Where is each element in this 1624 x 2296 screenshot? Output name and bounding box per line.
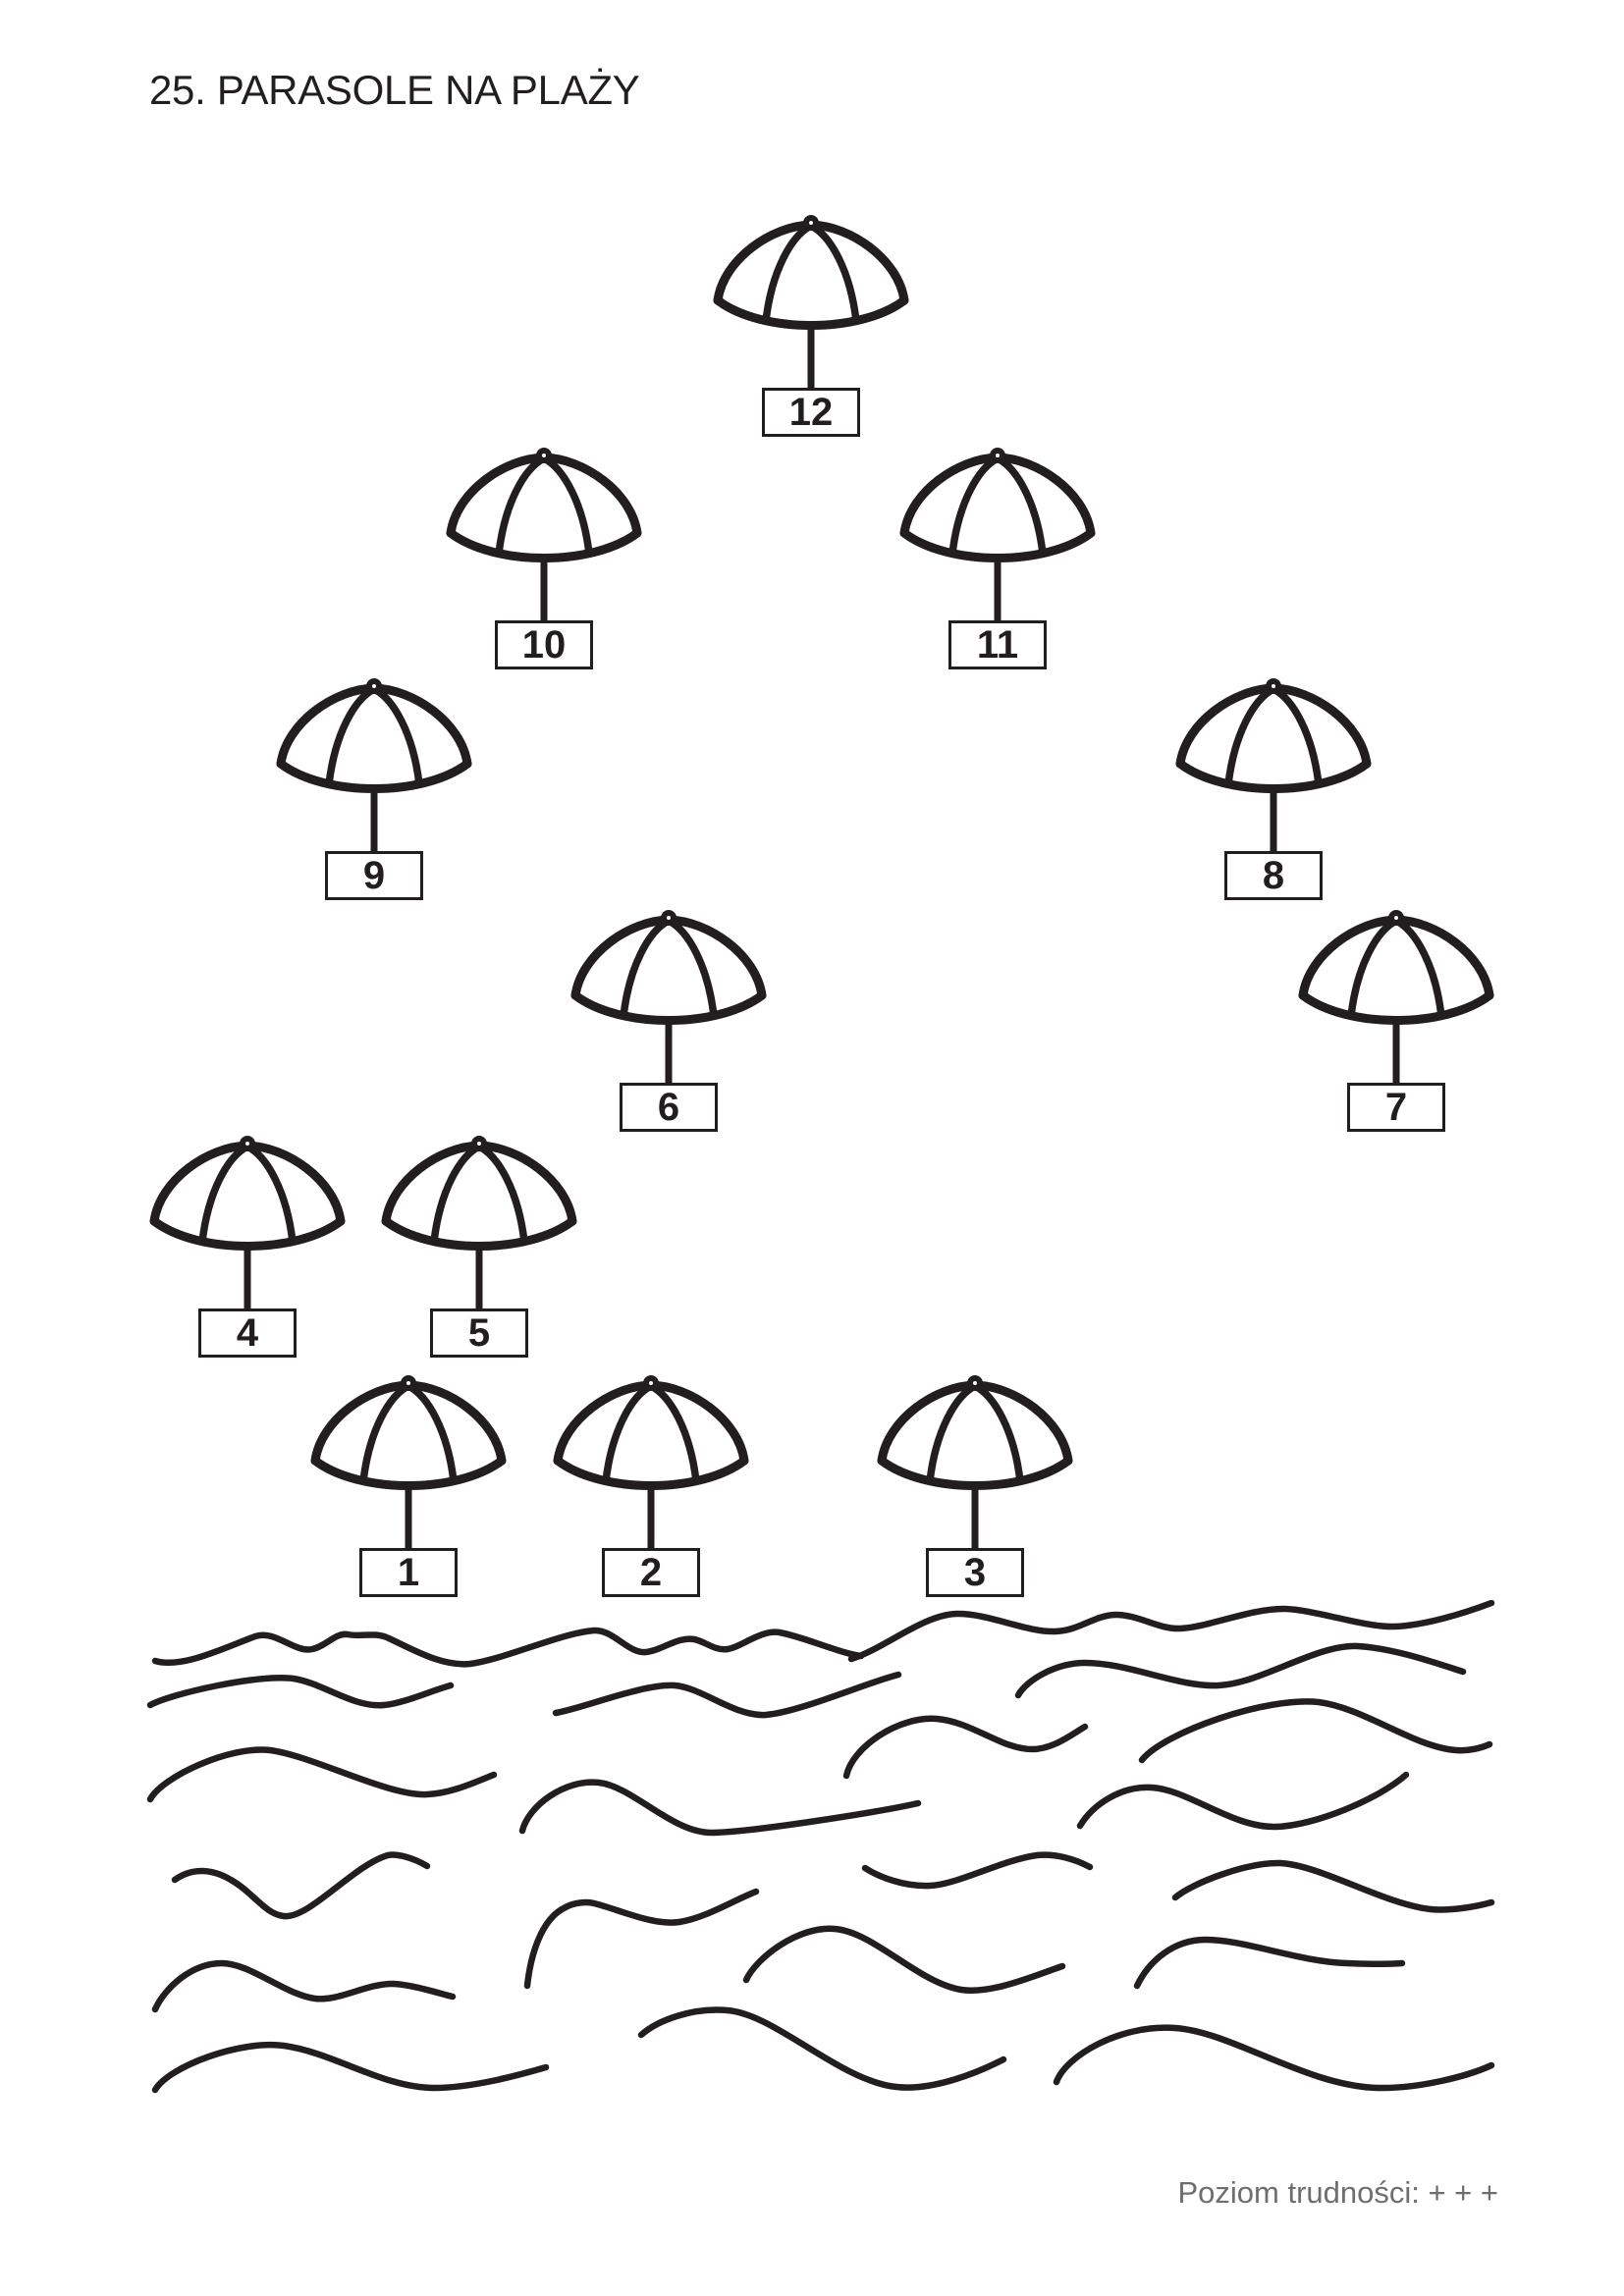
umbrella-number-box: 2 [602, 1548, 700, 1597]
umbrella-6 [561, 907, 777, 1133]
umbrella-top-knob [970, 1378, 980, 1388]
wave-line [527, 1892, 756, 1986]
wave-line [1175, 1863, 1491, 1909]
umbrella-top-knob [474, 1139, 484, 1148]
umbrella-top-knob [646, 1378, 656, 1388]
wave-line [175, 1854, 427, 1916]
umbrella-9 [266, 675, 482, 901]
umbrella-top-knob [404, 1378, 413, 1388]
umbrella-number-box: 3 [926, 1548, 1024, 1597]
umbrella-number-box: 4 [198, 1308, 297, 1358]
umbrella-top-knob [1269, 681, 1278, 691]
wave-line [641, 2010, 1003, 2088]
wave-line [1142, 1701, 1489, 1760]
umbrella-drawing [890, 445, 1106, 627]
umbrella-drawing [543, 1372, 759, 1555]
umbrella-2 [543, 1372, 759, 1598]
wave-line [1056, 2028, 1491, 2088]
umbrella-3 [867, 1372, 1083, 1598]
wave-line [155, 1963, 453, 2009]
umbrella-drawing [436, 445, 652, 627]
umbrella-drawing [139, 1133, 355, 1315]
wave-line [155, 2045, 546, 2090]
umbrella-top-knob [1391, 913, 1401, 923]
umbrella-5 [371, 1133, 587, 1359]
wave-line [846, 1719, 1085, 1776]
wave-line [155, 1630, 861, 1664]
umbrella-top-knob [369, 681, 379, 691]
umbrella-top-knob [243, 1139, 252, 1148]
wave-line [1018, 1646, 1463, 1695]
umbrella-number-box: 1 [359, 1548, 458, 1597]
umbrella-10 [436, 445, 652, 670]
umbrella-top-knob [664, 913, 674, 923]
umbrella-drawing [867, 1372, 1083, 1555]
page-title: 25. PARASOLE NA PLAŻY [149, 67, 640, 113]
umbrella-8 [1165, 675, 1381, 901]
umbrella-1 [300, 1372, 516, 1598]
umbrella-number-box: 6 [620, 1083, 718, 1132]
umbrella-drawing [561, 907, 777, 1090]
umbrella-number-box: 11 [948, 620, 1047, 669]
umbrella-12 [703, 212, 919, 438]
difficulty-label: Poziom trudności: + + + [1177, 2175, 1498, 2210]
wave-line [865, 1855, 1090, 1886]
umbrella-top-knob [806, 218, 816, 228]
umbrella-number-box: 12 [762, 388, 860, 437]
wave-line [1137, 1940, 1402, 1986]
umbrella-4 [139, 1133, 355, 1359]
umbrella-number-box: 7 [1347, 1083, 1445, 1132]
umbrella-top-knob [539, 451, 549, 460]
wave-line [746, 1929, 1062, 1991]
wave-line [556, 1675, 898, 1715]
umbrella-top-knob [993, 451, 1002, 460]
umbrella-7 [1288, 907, 1504, 1133]
umbrella-number-box: 10 [495, 620, 593, 669]
umbrella-drawing [1288, 907, 1504, 1090]
wave-line [150, 1678, 451, 1705]
umbrella-number-box: 5 [430, 1308, 528, 1358]
wave-line [522, 1783, 918, 1833]
umbrella-number-box: 8 [1224, 851, 1323, 900]
umbrella-drawing [300, 1372, 516, 1555]
wave-line [1080, 1775, 1406, 1827]
umbrella-drawing [266, 675, 482, 858]
wave-line [150, 1749, 494, 1799]
umbrella-number-box: 9 [325, 851, 423, 900]
umbrella-drawing [703, 212, 919, 395]
umbrella-drawing [371, 1133, 587, 1315]
umbrella-drawing [1165, 675, 1381, 858]
umbrella-11 [890, 445, 1106, 670]
sea-waves-illustration [0, 1600, 1624, 2120]
